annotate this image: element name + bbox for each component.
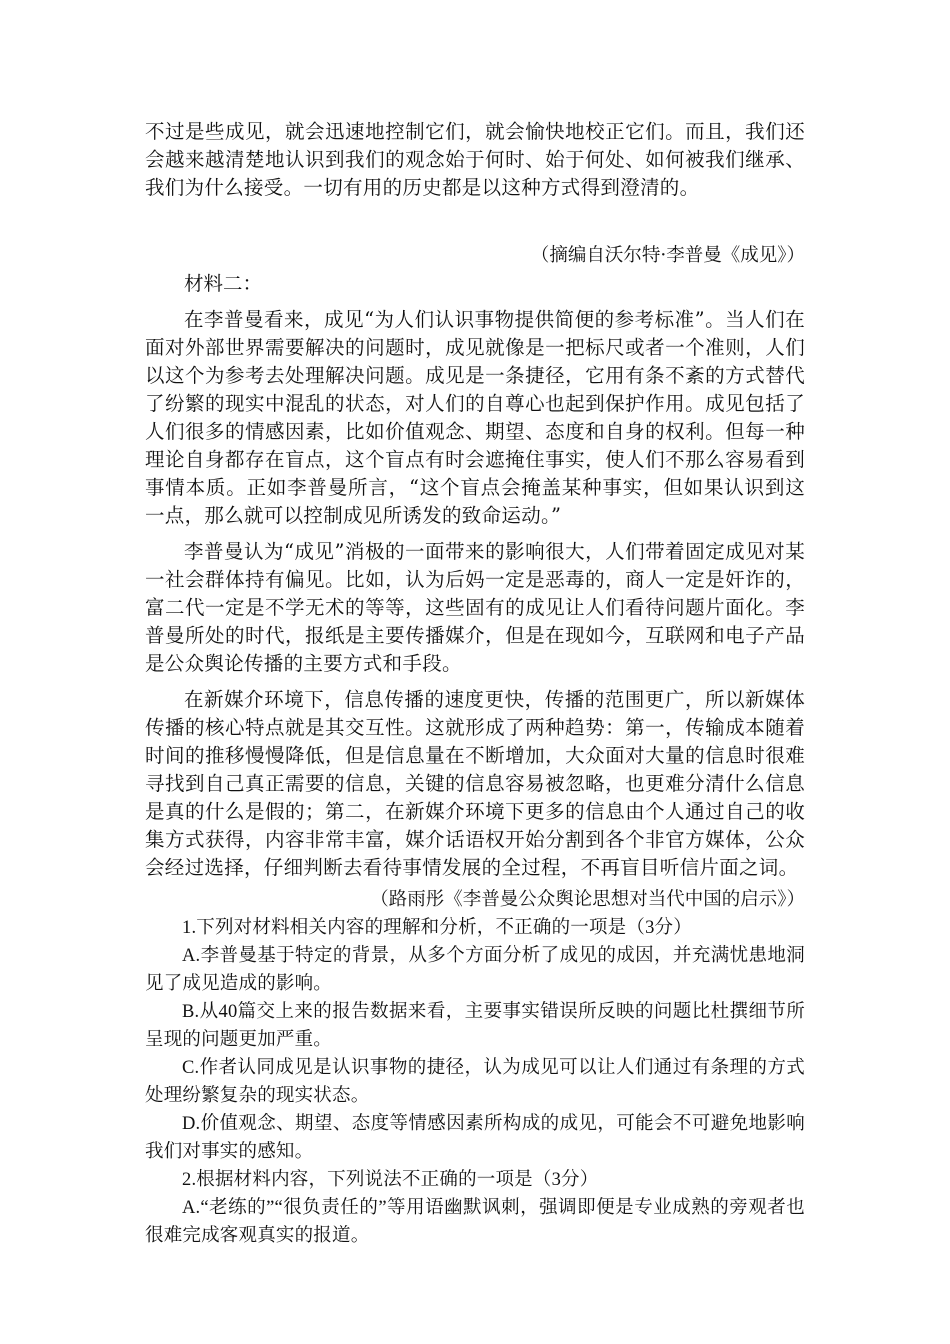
material-two-paragraph-1: 在李普曼看来，成见“为人们认识事物提供简便的参考标准”。当人们在面对外部世界需要解决的问题时，成见就像是一把标尺或者一个准则，人们以这个为参考去处理解决问题。成见是一条捷径，它用有条不紊的方式替代了纷繁的现实中混乱的状态，对人们的自尊心也起到保护作用。成见包括了人们很多的情感因素，比如价值观念、期望、态度和自身的权利。但每一种理论自身都存在盲点，这个盲点有时会遮掩住事实，使人们不那么容易看到事情本质。正如李普曼所言，“这个盲点会掩盖某种事实，但如果认识到这一点，那么就可以控制成见所诱发的致命运动。” (145, 308, 805, 527)
material-one-source: （摘编自沃尔特·李普曼《成见》） (530, 245, 805, 266)
material-two-source: （路雨彤《李普曼公众舆论思想对当代中国的启示》） (370, 889, 805, 910)
question-1-option-c: C.作者认同成见是认识事物的捷径，认为成见可以让人们通过有条理的方式处理纷繁复杂的现实状态。 (145, 1058, 805, 1106)
question-1-option-b: B.从40篇交上来的报告数据来看，主要事实错误所反映的问题比杜撰细节所呈现的问题更加严重。 (145, 1002, 805, 1050)
exam-page (145, 118, 805, 1250)
question-1-stem: 1.下列对材料相关内容的理解和分析，不正确的一项是（3分） (182, 918, 692, 938)
question-1-option-a: A.李普曼基于特定的背景，从多个方面分析了成见的成因，并充满忧患地洞见了成见造成的影响。 (145, 946, 805, 994)
material-two-paragraph-2: 李普曼认为“成见”消极的一面带来的影响很大，人们带着固定成见对某一社会群体持有偏见。比如，认为后妈一定是恶毒的，商人一定是奸诈的，富二代一定是不学无术的等等，这些固有的成见让人们看待问题片面化。李普曼所处的时代，报纸是主要传播媒介，但是在现如今，互联网和电子产品是公众舆论传播的主要方式和手段。 (145, 540, 805, 675)
material-one-closing-paragraph: 不过是些成见，就会迅速地控制它们，就会愉快地校正它们。而且，我们还会越来越清楚地认识到我们的观念始于何时、始于何处、如何被我们继承、我们为什么接受。一切有用的历史都是以这种方式得到澄清的。 (145, 120, 805, 199)
material-two-paragraph-3: 在新媒介环境下，信息传播的速度更快，传播的范围更广，所以新媒体传播的核心特点就是其交互性。这就形成了两种趋势：第一，传输成本随着时间的推移慢慢降低，但是信息量在不断增加，大众面对大量的信息时很难寻找到自己真正需要的信息，关键的信息容易被忽略，也更难分清什么信息是真的什么是假的；第二，在新媒介环境下更多的信息由个人通过自己的收集方式获得，内容非常丰富，媒介话语权开始分割到各个非官方媒体，公众会经过选择，仔细判断去看待事情发展的全过程，不再盲目听信片面之词。 (145, 688, 805, 879)
material-two-heading: 材料二： (184, 272, 263, 295)
question-2-option-a: A.“老练的”“很负责任的”等用语幽默讽刺，强调即便是专业成熟的旁观者也很难完成客观真实的报道。 (145, 1198, 805, 1246)
question-2-stem: 2.根据材料内容，下列说法不正确的一项是（3分） (182, 1170, 599, 1190)
question-1-option-d: D.价值观念、期望、态度等情感因素所构成的成见，可能会不可避免地影响我们对事实的感知。 (145, 1114, 805, 1162)
